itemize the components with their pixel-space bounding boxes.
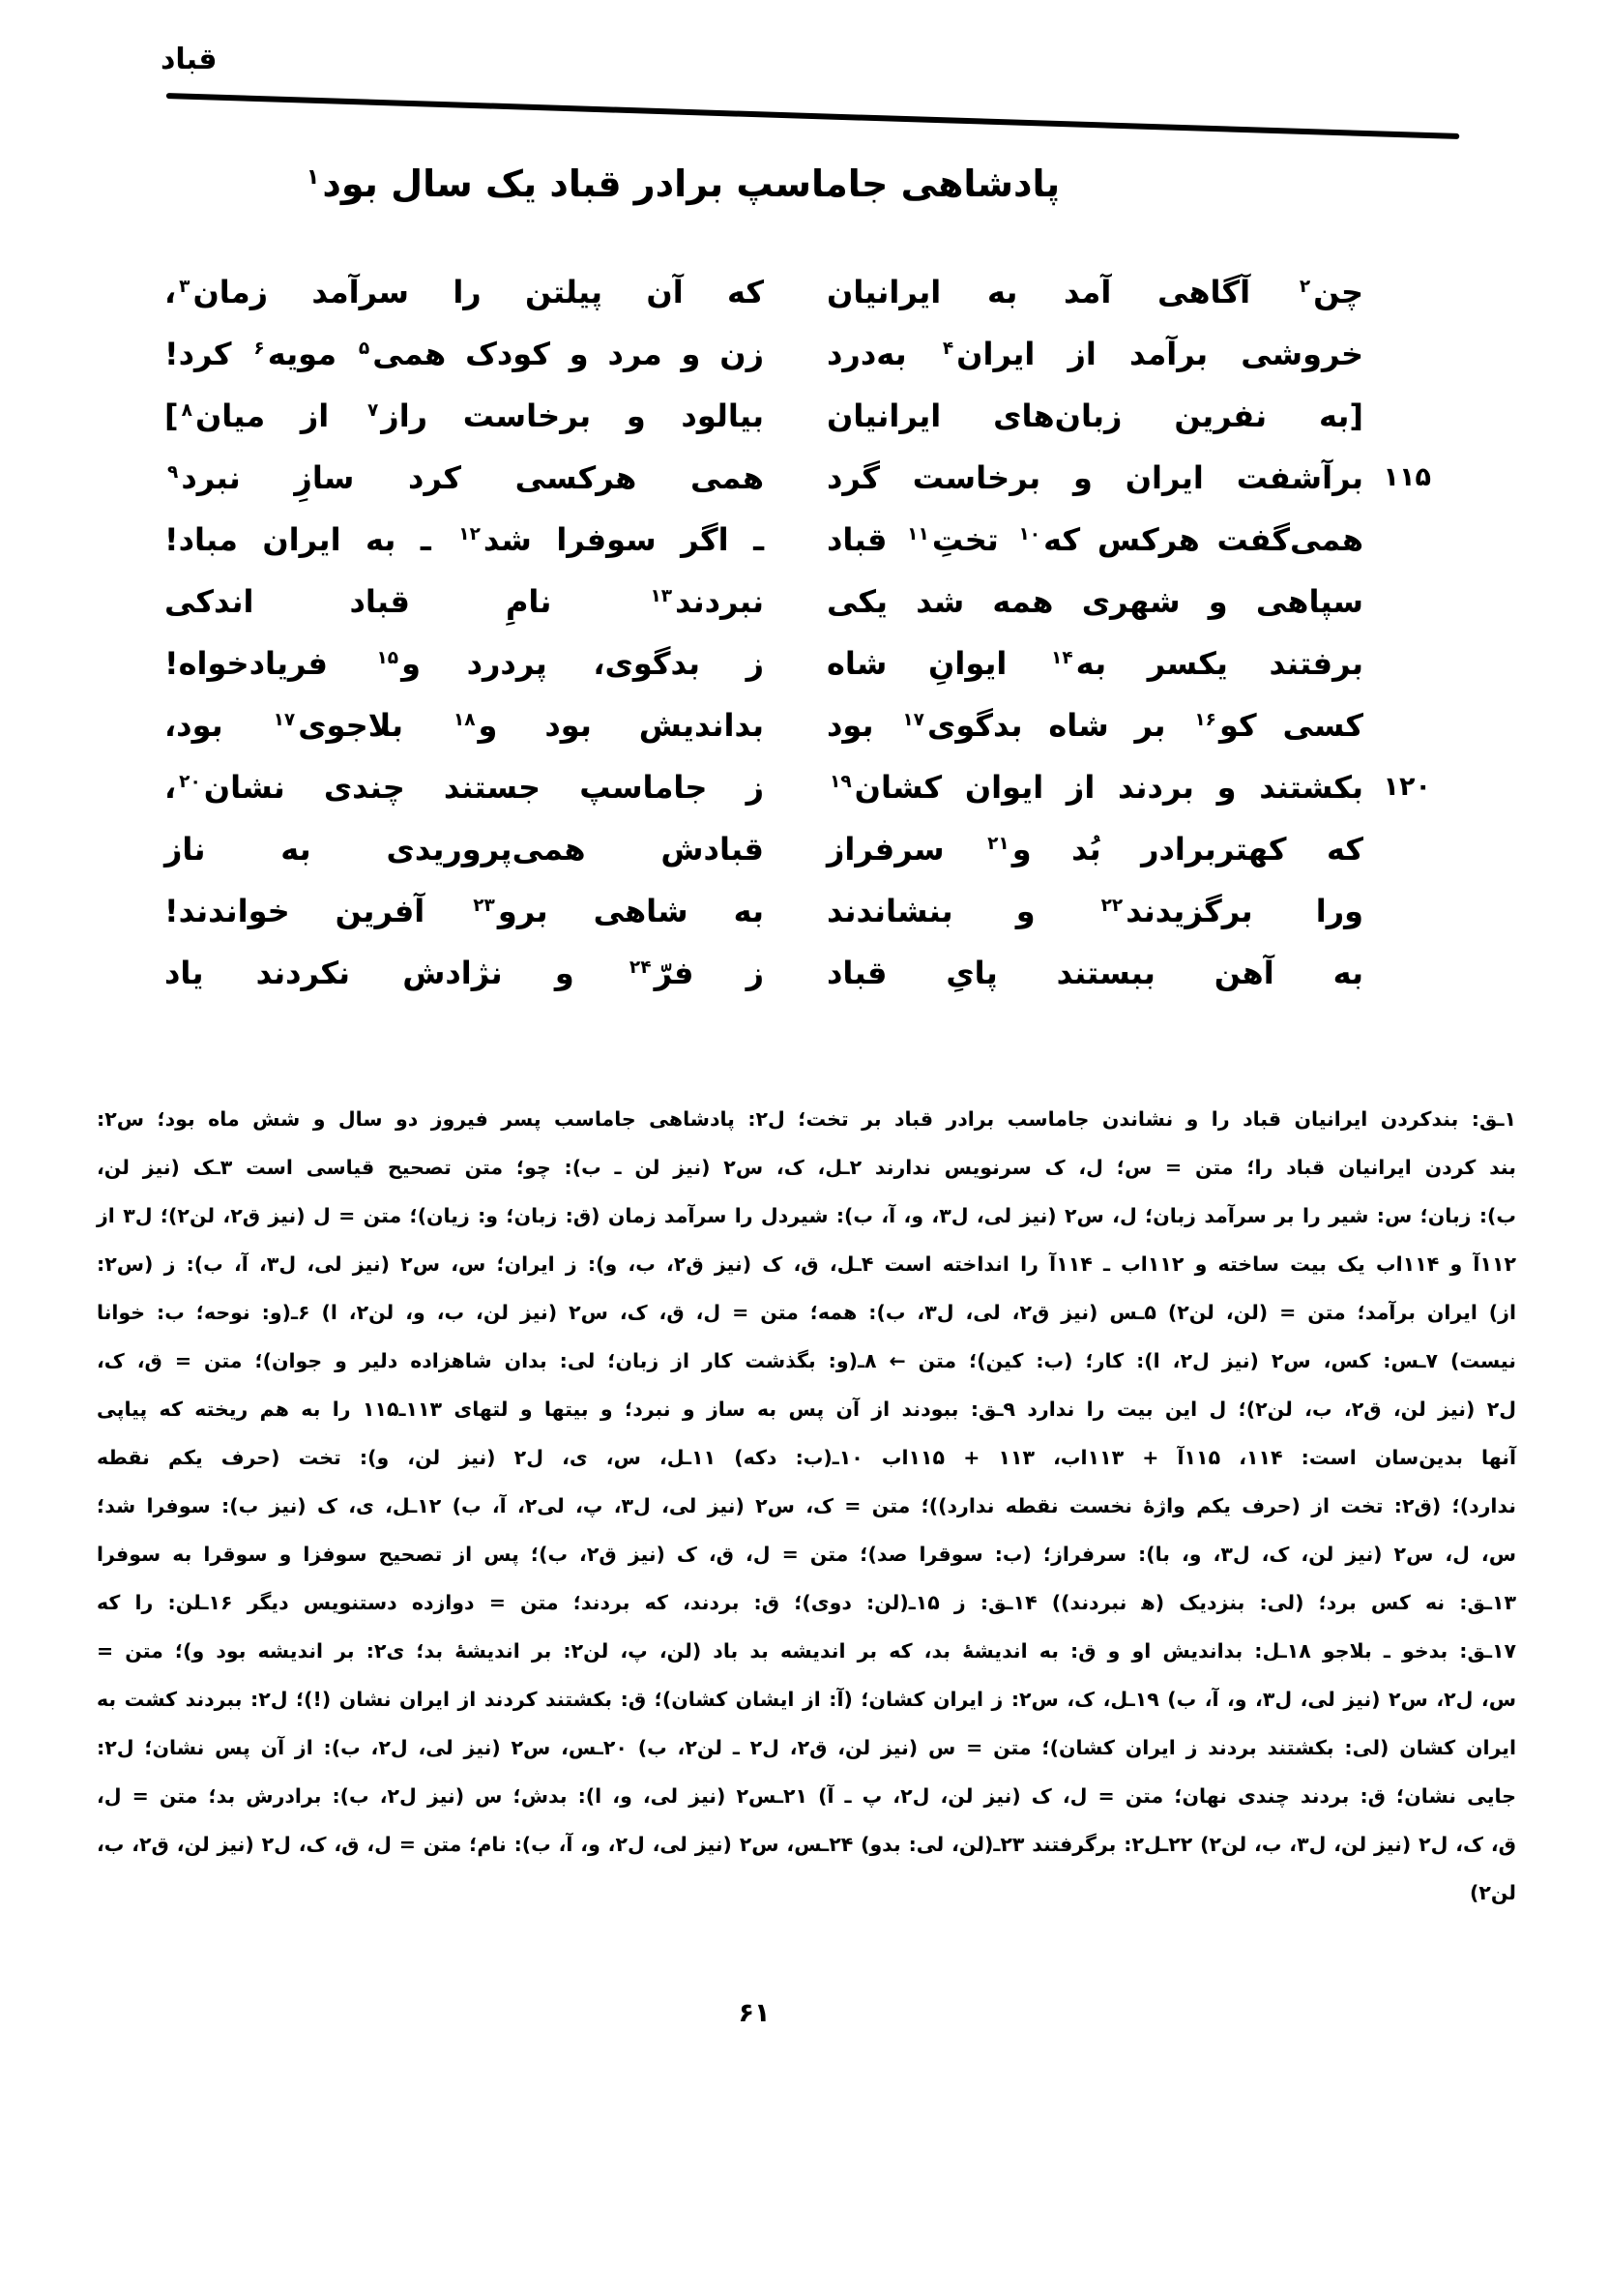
footnote-line: بند کردن ایرانیان قباد را؛ متن = س؛ ل، ک سرنویس ندارند ۲ـل، ک، س۲ (نیز لن ـ ب): چو؛ متن تصحیح قیاسی است ۳ـک (نیز لن، [97,1156,1516,1179]
note-ref: ۵ [358,338,370,359]
footnote-line: ب): زبان؛ س: شیر را بر سرآمد زبان؛ ل، س۲ (نیز لی، ل۳، و، آ، ب): شیردل را سرآمد زمان (ق: زبان؛ و: زیان)؛ متن = ل (نیز ق۲، لن۲)؛ ل۳ از [97,1204,1517,1227]
hemistich-second: ز فرّ$^{۲۴}$ و نژادش نکردند یاد [164,955,765,991]
hemistich-first: ورا برگزیدند$^{۲۲}$ و بنشاندند [827,893,1363,929]
note-ref: ۱۴ [1051,647,1073,668]
hemistich-second: قبادش همی‌پروریدی به ناز [164,831,764,868]
note-ref: ۲ [1299,276,1311,297]
hemistich-first: خروشی برآمد از ایران$^۴$ به‌درد [827,336,1364,372]
note-ref: ۱۰ [1018,523,1041,545]
hemistich-first: [به نفرین زبان‌های ایرانیان [827,397,1363,434]
hemistich-first: سپاهی و شهری همه شد یکی [827,583,1363,620]
note-ref: ۱۹ [830,771,852,792]
hemistich-first: کسی کو$^{۱۶}$ بر شاه بدگوی$^{۱۷}$ بود [827,707,1364,744]
note-ref: ۴ [942,338,954,359]
footnote-line: س، ل، س۲ (نیز لن، ک، ل۳، و، با): سرفراز؛ (ب: سوقرا صد)؛ متن = ل، ق، ک (نیز ق۲، ب)؛ پس از تصحیح سوفزا و سوقرا به سوفرا [97,1543,1517,1566]
footnote-line: ۱ـق: بندکردن ایرانیان قباد را و نشاندن جاماسب برادر قباد بر تخت؛ ل۲: پادشاهی جاماسب پسر فیروز دو سال و شش ماه بود؛ س۲: [97,1107,1516,1131]
page-title: پادشاهی جاماسپ برادر قباد یک سال بود$^۱$ [306,162,1061,205]
hemistich-second: ز جاماسپ جستند چندی نشان$^{۲۰}$، [164,769,764,806]
verse-margin [1371,261,1431,1035]
hemistich-second: به شاهی برو$^{۲۳}$ آفرین خواندند! [164,893,764,929]
hemistich-second: بیالود و برخاست راز$^۷$ از میان$^۸$] [164,397,765,434]
hemistich-first: که کهتربرادر بُد و$^{۲۱}$ سرفراز [827,831,1364,868]
note-ref: ۱۷ [273,709,296,730]
note-ref: ۲۲ [1100,895,1124,916]
footnote-line: نیست) ۷ـس: کس، س۲ (نیز ل۲، ا): کار؛ (ب: کین)؛ متن ← ۸ـ(و: بگذشت کار از زبان؛ لی: بدان شاهزاده دلیر و جوان)؛ متن = ق، ک، [97,1349,1516,1372]
footnote-line: لن۲) [1469,1881,1516,1904]
footnote-line: از) ایران برآمد؛ متن = (لن، لن۲) ۵ـس (نیز ق۲، لی، ل۳، ب): همه؛ متن = ل، ق، ک، س۲ (نیز لن، ب، و، لن۲، ا) ۶ـ(و: نوحه؛ ب: خوانا [97,1301,1516,1324]
hemistich-second: بداندیش بود و$^{۱۸}$ بلاجوی$^{۱۷}$ بود، [164,707,764,744]
hemistich-first: بکشتند و بردند از ایوان کشان$^{۱۹}$ [830,769,1363,806]
note-ref: ۶ [253,338,265,359]
header-rule [166,93,1460,139]
note-ref: ۲۱ [987,833,1009,854]
footnote-line: ۱۷ـق: بدخو ـ بلاجو ۱۸ـل: بداندیش او و ق: به اندیشهٔ بد، که بر اندیشه بد باد (لن، پ، لن۲: بر اندیشهٔ بد؛ ی۲: بر اندیشه بود و)؛ متن = [97,1639,1517,1663]
note-ref: ۷ [366,399,379,421]
hemistich-first: به آهن ببستند پایِ قباد [827,955,1363,991]
footnote-line: ۱۳ـق: نه کس برد؛ (لی: بنزدیک (ه‍ نبردند)) ۱۴ـق: ز ۱۵ـ(لن: دوی)؛ ق: بردند، که بردند؛ متن = دوازده دستنویس دیگر ۱۶ـلن: را که [97,1591,1516,1614]
footnotes-block [97,1095,1516,1917]
note-ref: ۲۰ [179,771,201,792]
hemistich-second: زن و مرد و کودک همی$^۵$ مویه$^۶$ کرد! [164,336,765,372]
footnote-line: جایی نشان؛ ق: بردند چندی نهان؛ متن = ل، ک (نیز لن، ل۲، پ ـ آ) ۲۱ـس۲ (نیز لی، و، ا): بدش؛ س (نیز ل۲، ب): برادرش بد؛ متن = ل، [97,1784,1516,1808]
hemistich-first: چن$^۲$ آگاهی آمد به ایرانیان [827,274,1363,310]
hemistich-second: ـ اگر سوفرا شد$^{۱۲}$ ـ به ایران مباد! [164,521,765,558]
hemistich-second: همی هرکسی کرد سازِ نبرد$^۹$ [167,459,764,496]
verse-number: ۱۱۵ [1383,462,1431,492]
note-ref: ۱ [306,164,320,190]
hemistich-second: ز بدگوی، پردرد و$^{۱۵}$ فریادخواه! [164,645,764,682]
hemistich-first: برفتند یکسر به$^{۱۴}$ ایوانِ شاه [827,645,1363,682]
note-ref: ۳ [179,276,190,297]
note-ref: ۱۲ [458,523,481,545]
footnote-line: ق، ک، ل۲ (نیز لن، ل۳، ب، لن۲) ۲۲ـل۲: برگرفتند ۲۳ـ(لن، لی: بدو) ۲۴ـس، س۲ (نیز لی، ل۲، و، آ، ب): نام؛ متن = ل، ق، ک، ل۲ (نیز لن، ق۲، ب، [97,1833,1516,1856]
hemistich-first: همی‌گفت هرکس که$^{۱۰}$ تختِ$^{۱۱}$ قباد [827,521,1364,558]
footnote-line: ندارد)؛ (ق۲: تخت از (حرف یکم واژهٔ نخست نقطه ندارد))؛ متن = ک، س۲ (نیز لی، ل۳، پ، لی۲، آ، ب) ۱۲ـل، ی، ک (نیز ب): سوفرا شد؛ [97,1494,1516,1517]
note-ref: ۱۱ [907,523,929,545]
footnote-line: ۱۱۲آ و ۱۱۴اب یک بیت ساخته و ۱۱۲اب ـ ۱۱۴آ را انداخته است ۴ـل، ق، ک (نیز ق۲، ب، و): ز ایران؛ س، س۲ (نیز لی، ل۳، آ، ب): ز (س۲: [97,1252,1516,1276]
hemistich-second: که آن پیلتن را سرآمد زمان$^۳$، [164,274,764,310]
verse-number: ۱۲۰ [1383,772,1431,802]
verse-column-second [164,261,764,1004]
note-ref: ۲۳ [473,895,495,916]
footnote-line: س، ل۲، س۲ (نیز لی، ل۳، و، آ، ب) ۱۹ـل، ک، س۲: ز ایران کشان؛ (آ: از ایشان کشان)؛ ق: بکشتند کردند از ایران نشان (!)؛ ل۲: ببردند کشت به [97,1688,1516,1711]
note-ref: ۱۷ [902,709,924,730]
note-ref: ۱۵ [376,647,399,668]
note-ref: ۹ [167,461,179,483]
footnote-line: ل۲ (نیز لن، ق۲، ب، لن۲)؛ ل این بیت را ندارد ۹ـق: ببودند از آن پس به ساز و نبرد؛ و بیتها و لتهای ۱۱۳ـ۱۱۵ را به هم ریخته که پیاپی [97,1398,1516,1421]
footnote-line: ایران کشان (لی: بکشتند بردند ز ایران کشان)؛ متن = س (نیز لن، ق۲، ل۲ ـ لن۲، ب) ۲۰ـس، س۲ (نیز لی، ل۲، ب): از آن پس نشان؛ ل۲: [97,1736,1516,1759]
note-ref: ۱۸ [453,709,476,730]
note-ref: ۱۳ [650,585,673,606]
hemistich-first: برآشفت ایران و برخاست گرد [827,459,1363,496]
running-head: قباد [161,43,218,76]
hemistich-second: نبردند$^{۱۳}$ نامِ قباد اندکی [164,583,764,620]
note-ref: ۲۴ [629,957,652,978]
note-ref: ۸ [181,399,192,421]
page-number: ۶۱ [738,1998,771,2028]
verse-column-first [827,261,1363,1004]
footnote-line: آنها بدین‌سان است: ۱۱۴، ۱۱۵آ + ۱۱۳اب، ۱۱۳ + ۱۱۵اب ۱۰ـ(ب: دکه) ۱۱ـل، س، ی، ل۲ (نیز لن، و): تخت (حرف یکم نقطه [97,1446,1516,1469]
note-ref: ۱۶ [1194,709,1216,730]
